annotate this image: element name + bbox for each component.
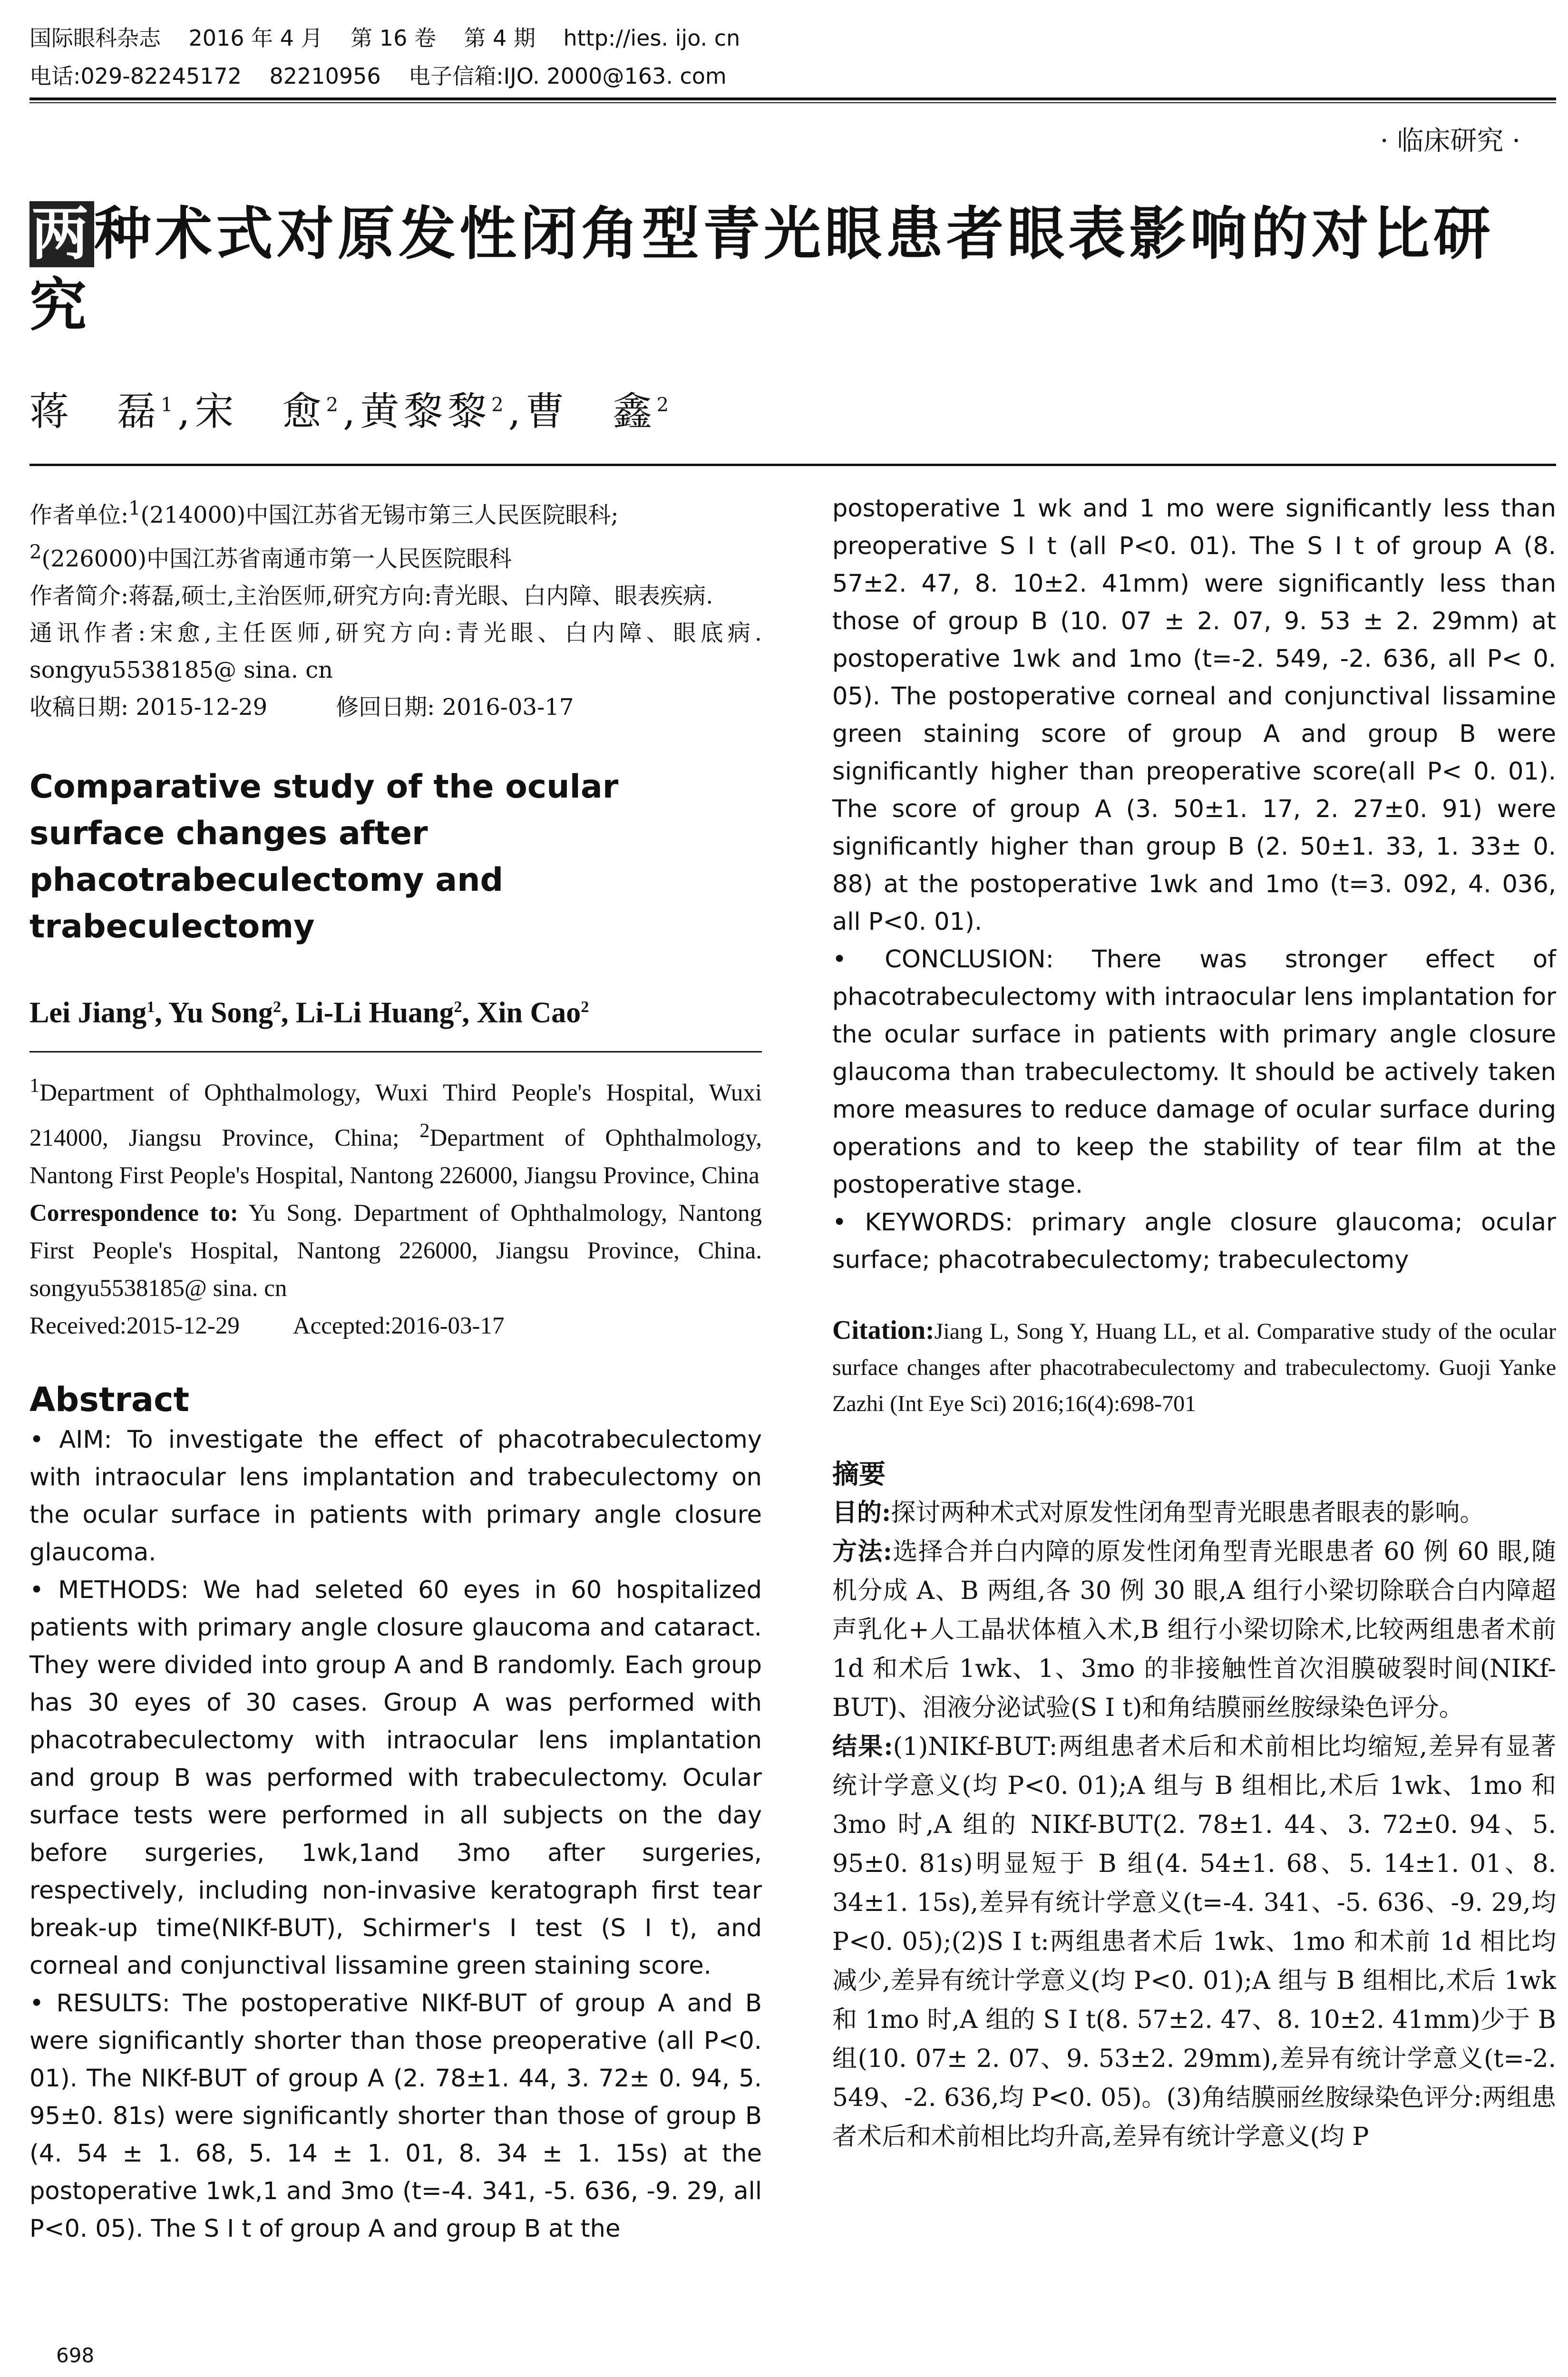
article-title-cn — [29, 199, 1551, 341]
abstract-conclusion: • CONCLUSION: There was stronger effect of phacotrabeculectomy with intraocular lens implantation for the ocular surface in patients with primary angle closure glaucoma than trabeculectomy. It should be actively taken more measures to reduce damage of ocular surface during operations and to keep the stability of tear film at the postoperative stage. — [832, 945, 1556, 1199]
section-tag: · 临床研究 · — [1380, 126, 1520, 156]
author-sup: 1 — [146, 998, 155, 1016]
correspondence-en — [29, 1195, 762, 1307]
header-rule-thin — [29, 102, 1556, 103]
abstract-aim: • AIM: To investigate the effect of phacotrabeculectomy with intraocular lens implantation and trabeculectomy on the ocular surface in patients with primary angle closure glaucoma. — [29, 1425, 762, 1567]
cn-results — [832, 1727, 1556, 2156]
corresponding-author-cn: 通讯作者:宋愈,主任医师,研究方向:青光眼、白内障、眼底病. songyu5538185@ sina. cn — [29, 620, 762, 683]
abstract-results: • RESULTS: The postoperative NIKf-BUT of group A and B were significantly shorter than those preoperative (all P<0. 01). The NIKf-BUT of group A (2. 78±1. 44, 3. 72± 0. 94, 5. 95±0. 81s) were significantly shorter than those of group B (4. 54 ± 1. 68, 5. 14 ± 1. 01, 8. 34 ± 1. 15s) at the postoperative 1wk,1 and 3mo (t=-4. 341, -5. 636, -9. 29, all P<0. 05). The S I t of group A and group B at the — [29, 1989, 762, 2243]
en-author: Xin Cao — [477, 996, 581, 1029]
author-sup: 2 — [581, 998, 589, 1016]
corr-text: Yu Song. Department of Ophthalmology, Nantong First People's Hospital, Nantong 226000, Jiangsu Province, China. songyu5538185@ sina. cn — [29, 1199, 762, 1302]
author-sup: 2 — [656, 394, 674, 416]
affil-sup: 2 — [29, 541, 42, 563]
cn-results-label: 结果: — [832, 1732, 893, 1761]
en-author: Lei Jiang — [29, 996, 147, 1029]
cn-aim — [832, 1493, 1556, 1532]
journal-header-line2: 电话:029-82245172 82210956 电子信箱:IJO. 2000@163. com — [29, 63, 727, 89]
affil-sup: 1 — [128, 497, 141, 519]
affil-label: 作者单位: — [29, 502, 129, 528]
author-sup: 2 — [273, 998, 282, 1016]
author-sup: 2 — [454, 998, 462, 1016]
abstract-heading: Abstract — [29, 1380, 190, 1419]
en-author: Yu Song — [168, 996, 273, 1029]
cn-authors: 蒋 磊$^1$,宋 愈$^2$,黄黎黎$^2$,曹 鑫$^2$ — [29, 389, 674, 434]
affil-text: (226000)中国江苏省南通市第一人民医院眼科 — [41, 546, 512, 572]
cn-methods — [832, 1532, 1556, 1727]
author-sup: 1 — [161, 394, 178, 416]
dates-en: Received:2015-12-29 Accepted:2016-03-17 — [29, 1312, 505, 1339]
affil-text: Department of Ophthalmology, Wuxi Third People's Hospital, Wuxi 214000, Jiangsu Province, China; — [29, 1079, 762, 1151]
journal-header-line1: 国际眼科杂志 2016 年 4 月 第 16 卷 第 4 期 http://ies. ijo. cn — [29, 25, 740, 51]
affil-sup: 1 — [29, 1074, 40, 1097]
cn-aim-text: 探讨两种术式对原发性闭角型青光眼患者眼表的影响。 — [891, 1499, 1485, 1527]
cn-methods-text: 选择合并白内障的原发性闭角型青光眼患者 60 例 60 眼,随机分成 A、B 两组,各 30 例 30 眼,A 组行小梁切除联合白内障超声乳化+人工晶状体植入术,B 组行小梁切除术,比较两组患者术前 1d 和术后 1wk、1、3mo 的非接触性首次泪膜破裂时间(NIKf-BUT)、泪液分泌试验(S I t)和角结膜丽丝胺绿染色评分。 — [832, 1538, 1557, 1722]
en-authors: Lei Jiang$^1$, Yu Song$^2$, Li-Li Huang$^2$, Xin Cao$^2$ — [29, 996, 589, 1029]
authors-rule — [29, 464, 1556, 466]
citation-label: Citation: — [832, 1315, 935, 1345]
author-sup: 2 — [326, 394, 343, 416]
left-column — [29, 490, 762, 2248]
dates-cn: 收稿日期: 2015-12-29 修回日期: 2016-03-17 — [29, 694, 574, 721]
citation-text: Jiang L, Song Y, Huang LL, et al. Comparative study of the ocular surface changes after phacotrabeculectomy and trabeculectomy. Guoji Yanke Zazhi (Int Eye Sci) 2016;16(4):698-701 — [832, 1319, 1556, 1416]
cn-author: 黄黎黎 — [360, 389, 492, 434]
cn-author: 宋 愈 — [195, 389, 326, 434]
cn-aim-label: 目的: — [832, 1498, 891, 1527]
en-author: Li-Li Huang — [296, 996, 454, 1029]
abstract-methods: • METHODS: We had seleted 60 eyes in 60 hospitalized patients with primary angle closure glaucoma and cataract. They were divided into group A and B randomly. Each group has 30 eyes of 30 cases. Group A was performed with phacotrabeculectomy with intraocular lens implantation and group B was performed with trabeculectomy. Ocular surface tests were performed in all subjects on the day before surgeries, 1wk,1and 3mo after surgeries, respectively, including non-invasive keratograph first tear break-up time(NIKf-BUT), Schirmer's I test (S I t), and corneal and conjunctival lissamine green staining score. — [29, 1576, 762, 1980]
author-sup: 2 — [491, 394, 508, 416]
page-number: 698 — [56, 2344, 95, 2367]
corr-label: Correspondence to: — [29, 1199, 238, 1227]
citation — [832, 1312, 1556, 1422]
affil-text: (214000)中国江苏省无锡市第三人民医院眼科; — [140, 502, 619, 528]
cn-abstract-heading: 摘要 — [832, 1459, 886, 1490]
affiliation-en — [29, 1067, 762, 1195]
article-title-en: Comparative study of the ocular surface changes after phacotrabeculectomy and trabeculectomy — [29, 768, 619, 945]
author-bio: 作者简介:蒋磊,硕士,主治医师,研究方向:青光眼、白内障、眼表疾病. — [29, 583, 713, 609]
abstract-results-cont: postoperative 1 wk and 1 mo were significantly less than preoperative S I t (all P<0. 01). The S I t of group A (8. 57±2. 47, 8. 10±2. 41mm) were significantly less than those of group B (10. 07 ± 2. 07, 9. 53 ± 2. 29mm) at postoperative 1wk and 1mo (t=-2. 549, -2. 636, all P< 0. 05). The postoperative corneal and conjunctival lissamine green staining score of group A and group B were significantly higher than preoperative score(all P< 0. 01). The score of group A (3. 50±1. 17, 2. 27±0. 91) were significantly higher than group B (2. 50±1. 33, 1. 33± 0. 88) at the postoperative 1wk and 1mo (t=3. 092, 4. 036, all P<0. 01). — [832, 495, 1556, 936]
cn-results-text: (1)NIKf-BUT:两组患者术后和术前相比均缩短,差异有显著统计学意义(均 P<0. 01);A 组与 B 组相比,术后 1wk、1mo 和 3mo 时,A 组的 NIKf-BUT(2. 78±1. 44、3. 72±0. 94、5. 95±0. 81s)明显短于 B 组(4. 54±1. 68、5. 14±1. 01、8. 34±1. 15s),差异有统计学意义(t=-4. 341、-5. 636、-9. 29,均 P<0. 05);(2)S I t:两组患者术后 1wk、1mo 和术前 1d 相比均减少,差异有统计学意义(均 P<0. 01);A 组与 B 组相比,术后 1wk 和 1mo 时,A 组的 S I t(8. 57±2. 47、8. 10±2. 41mm)少于 B 组(10. 07± 2. 07、9. 53±2. 29mm),差异有统计学意义(t=-2. 549、-2. 636,均 P<0. 05)。(3)角结膜丽丝胺绿染色评分:两组患者术后和术前相比均升高,差异有统计学意义(均 P — [832, 1733, 1556, 2151]
cn-methods-label: 方法: — [832, 1537, 892, 1566]
title-rest: 种术式对原发性闭角型青光眼患者眼表影响的对比研究 — [29, 201, 1494, 339]
affiliation-cn — [29, 490, 762, 577]
header-rule — [29, 97, 1556, 100]
affil-text: Department of Ophthalmology, Nantong First People's Hospital, Nantong 226000, Jiangsu Province, China — [29, 1124, 762, 1189]
cn-author: 蒋 磊 — [29, 389, 161, 434]
title-first-char: 两 — [29, 201, 94, 267]
cn-author: 曹 鑫 — [525, 389, 657, 434]
right-column — [832, 490, 1556, 2156]
abstract-keywords: • KEYWORDS: primary angle closure glaucoma; ocular surface; phacotrabeculectomy; trabeculectomy — [832, 1208, 1556, 1274]
affil-sup: 2 — [419, 1119, 430, 1142]
